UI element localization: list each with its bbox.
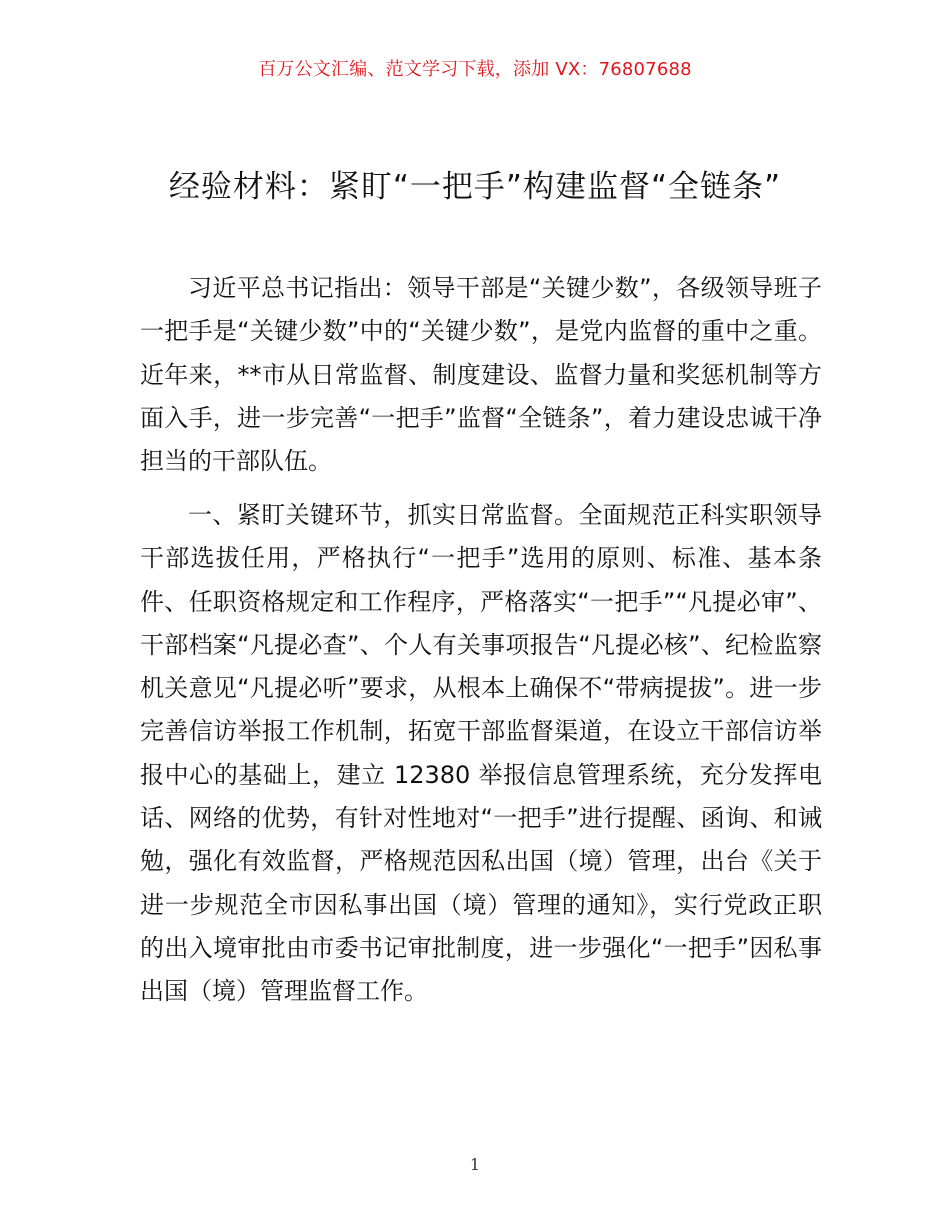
- page-number: 1: [469, 1155, 481, 1174]
- paragraph-section-one: 一、紧盯关键环节，抓实日常监督。全面规范正科实职领导干部选拔任用，严格执行“一把手”选用的原则、标准、基本条件、任职资格规定和工作程序，严格落实“一把手”“凡提必审”、干部档案“凡提必查”、个人有关事项报告“凡提必核”、纪检监察机关意见“凡提必听”要求，从根本上确保不“带病提拔”。进一步完善信访举报工作机制，拓宽干部监督渠道，在设立干部信访举报中心的基础上，建立 12380 举报信息管理系统，充分发挥电话、网络的优势，有针对性地对“一把手”进行提醒、函询、和诫勉，强化有效监督，严格规范因私出国（境）管理，出台《关于进一步规范全市因私事出国（境）管理的通知》，实行党政正职的出入境审批由市委书记审批制度，进一步强化“一把手”因私事出国（境）管理监督工作。: [140, 501, 822, 1006]
- document-title: 经验材料：紧盯“一把手”构建监督“全链条”: [168, 169, 782, 205]
- paragraph-intro: 习近平总书记指出：领导干部是“关键少数”，各级领导班子一把手是“关键少数”中的“关键少数”，是党内监督的重中之重。近年来，**市从日常监督、制度建设、监督力量和奖惩机制等方面入手，进一步完善“一把手”监督“全链条”，着力建设忠诚干净担当的干部队伍。: [140, 274, 822, 476]
- header-banner: 百万公文汇编、范文学习下载，添加 VX：76807688: [258, 59, 692, 80]
